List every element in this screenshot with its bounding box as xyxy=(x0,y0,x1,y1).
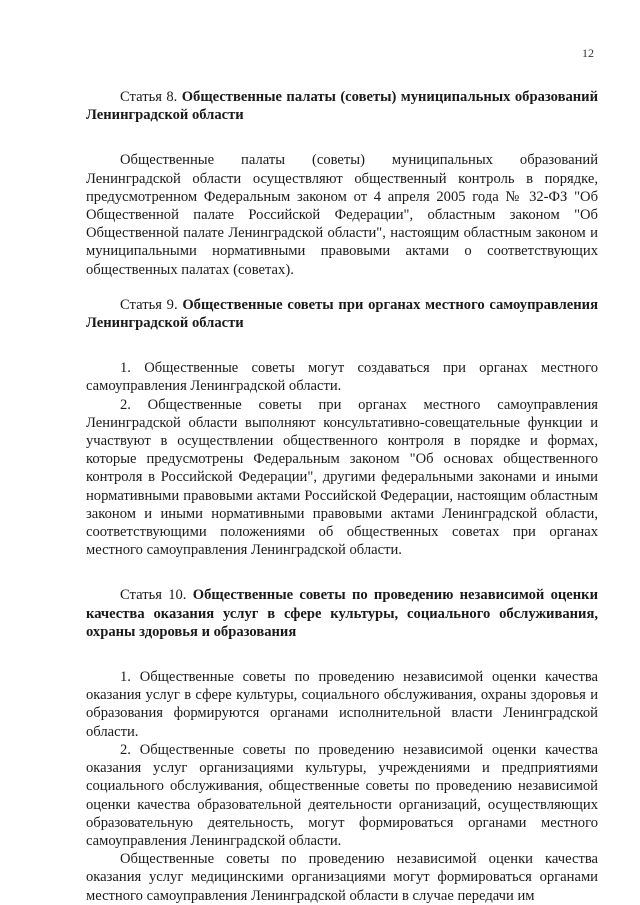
article-10-paragraph-2: 2. Общественные советы по проведению независимой оценки качества оказания услуг организациями культуры, учреждениями и предприятиями социального обслуживания, общественные советы по проведению независимой оценки качества образовательной деятельности организаций, осуществляющих образовательную деятельность, могут формироваться органами местного самоуправления Ленинградской области. xyxy=(86,741,598,849)
article-10-paragraph-3: Общественные советы по проведению независимой оценки качества оказания услуг медицинскими организациями могут формироваться органами местного самоуправления Ленинградской области в случае передачи им xyxy=(86,851,598,904)
article-10-heading xyxy=(86,586,598,641)
article-title: Общественные советы по проведению независимой оценки качества оказания услуг в сфере культуры, социального обслуживания, охраны здоровья и образования xyxy=(86,587,598,640)
article-number: Статья 9. xyxy=(120,296,178,313)
article-8-paragraph: Общественные палаты (советы) муниципальных образований Ленинградской области осуществляют общественный контроль в порядке, предусмотренном Федеральным законом от 4 апреля 2005 года № 32-ФЗ "Об Общественной палате Российской Федерации", областным законом "Об Общественной палате Ленинградской области", настоящим областным законом и муниципальными нормативными правовыми актами о соответствующих общественных палатах (советах). xyxy=(86,152,598,278)
article-9-paragraph-1: 1. Общественные советы могут создаваться при органах местного самоуправления Ленинградской области. xyxy=(86,360,598,395)
article-9-heading xyxy=(86,296,598,332)
document-body xyxy=(86,88,598,905)
article-8-heading xyxy=(86,88,598,124)
page-number: 12 xyxy=(582,46,594,60)
article-title: Общественные советы при органах местного самоуправления Ленинградской области xyxy=(86,296,598,332)
article-title: Общественные палаты (советы) муниципальных образований Ленинградской области xyxy=(86,89,598,124)
article-9-paragraph-2: 2. Общественные советы при органах местного самоуправления Ленинградской области выполняют консультативно-совещательные функции и участвуют в осуществлении общественного контроля в порядке и формах, которые предусмотрены Федеральным законом "Об основах общественного контроля в Российской Федерации", другими федеральными законами и иными нормативными правовыми актами Российской Федерации, настоящим областным законом и иными нормативными правовыми актами Ленинградской области, соответствующими положениями об общественных советах при органах местного самоуправления Ленинградской области. xyxy=(86,396,598,559)
article-number: Статья 8. xyxy=(120,89,178,105)
article-10-paragraph-1: 1. Общественные советы по проведению независимой оценки качества оказания услуг в сфере культуры, социального обслуживания, охраны здоровья и образования формируются органами исполнительной власти Ленинградской области. xyxy=(86,669,598,740)
article-number: Статья 10. xyxy=(120,587,187,604)
